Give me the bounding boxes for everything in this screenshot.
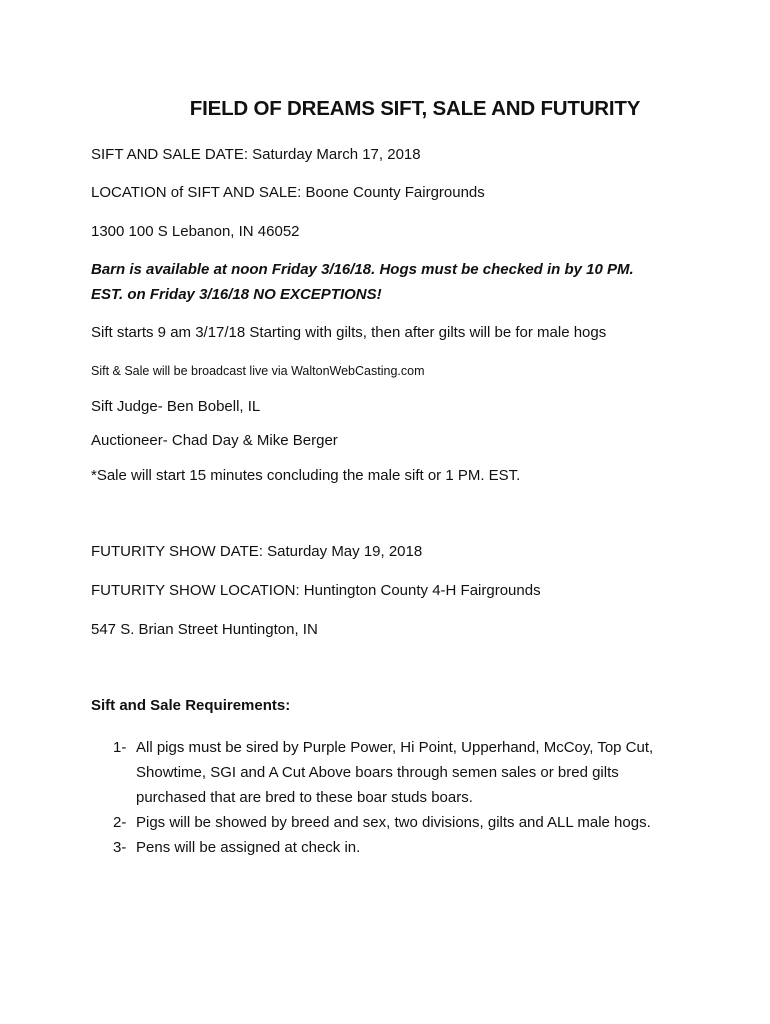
- sift-judge: Sift Judge- Ben Bobell, IL: [91, 398, 261, 415]
- sift-sale-location: LOCATION of SIFT AND SALE: Boone County Fairgrounds: [91, 184, 485, 201]
- futurity-location: FUTURITY SHOW LOCATION: Huntington County 4-H Fairgrounds: [91, 582, 541, 599]
- requirements-heading: Sift and Sale Requirements:: [91, 697, 291, 714]
- requirement-item: [91, 735, 691, 810]
- requirement-number: 3-: [113, 839, 127, 856]
- sift-sale-date: SIFT AND SALE DATE: Saturday March 17, 2018: [91, 146, 421, 163]
- requirement-text: All pigs must be sired by Purple Power, Hi Point, Upperhand, McCoy, Top Cut, Showtime, SGI and A Cut Above boars through semen sales or bred gilts purchased that are bred to these boar studs boars.: [136, 739, 654, 806]
- requirement-item: [91, 835, 691, 860]
- requirement-item: [91, 810, 691, 835]
- barn-notice-line-1: Barn is available at noon Friday 3/16/18. Hogs must be checked in by 10 PM.: [91, 261, 634, 278]
- requirement-text: Pigs will be showed by breed and sex, two divisions, gilts and ALL male hogs.: [136, 814, 651, 831]
- futurity-date: FUTURITY SHOW DATE: Saturday May 19, 2018: [91, 543, 423, 560]
- requirement-number: 1-: [113, 739, 127, 756]
- requirement-text: Pens will be assigned at check in.: [136, 839, 361, 856]
- requirements-list: [91, 735, 691, 860]
- barn-notice-line-2: EST. on Friday 3/16/18 NO EXCEPTIONS!: [91, 286, 382, 303]
- sift-sale-address: 1300 100 S Lebanon, IN 46052: [91, 223, 300, 240]
- sift-start-time: Sift starts 9 am 3/17/18 Starting with gilts, then after gilts will be for male hogs: [91, 324, 607, 341]
- sale-start-note: *Sale will start 15 minutes concluding the male sift or 1 PM. EST.: [91, 467, 521, 484]
- auctioneer: Auctioneer- Chad Day & Mike Berger: [91, 432, 338, 449]
- futurity-address: 547 S. Brian Street Huntington, IN: [91, 621, 318, 638]
- page-title: FIELD OF DREAMS SIFT, SALE AND FUTURITY: [189, 97, 641, 120]
- broadcast-note: Sift & Sale will be broadcast live via WaltonWebCasting.com: [91, 364, 425, 378]
- requirement-number: 2-: [113, 814, 127, 831]
